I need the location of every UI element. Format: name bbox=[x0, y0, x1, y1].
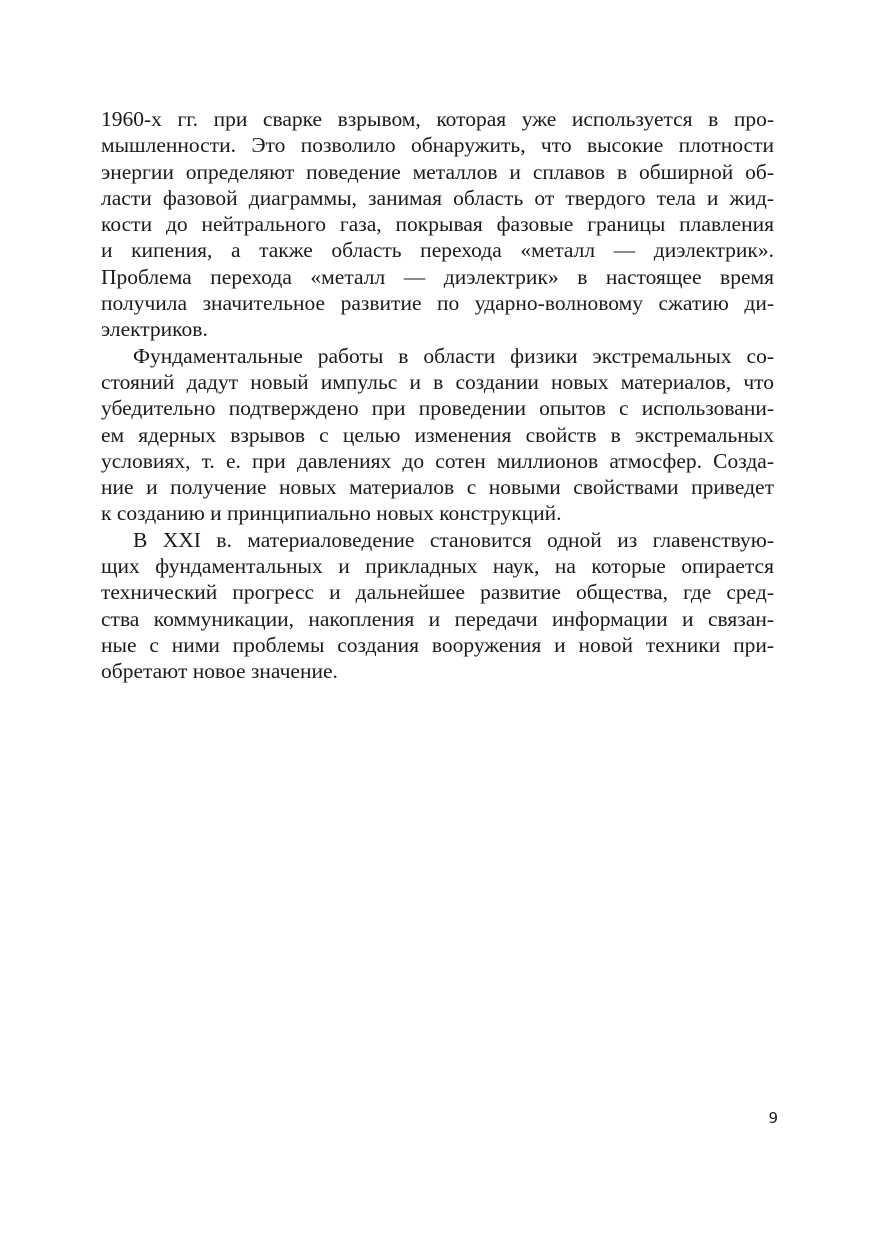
text-line: ства коммуникации, накопления и передачи информации и связан- bbox=[101, 606, 774, 631]
text-line: ние и получение новых материалов с новыми свойствами приведет bbox=[101, 475, 774, 500]
text-line: обретают новое значение. bbox=[101, 659, 338, 684]
text-line: ем ядерных взрывов с целью изменения свойств в экстремальных bbox=[101, 422, 774, 447]
text-line: ласти фазовой диаграммы, занимая область от твердого тела и жид- bbox=[101, 185, 774, 210]
text-line: кости до нейтрального газа, покрывая фазовые границы плавления bbox=[101, 212, 774, 237]
text-line: Проблема перехода «металл — диэлектрик» в настоящее время bbox=[101, 264, 774, 289]
text-line: условиях, т. е. при давлениях до сотен миллионов атмосфер. Созда- bbox=[101, 448, 774, 473]
paragraph-2 bbox=[101, 343, 774, 527]
text-line: к созданию и принципиально новых конструкций. bbox=[101, 501, 562, 526]
body-text bbox=[101, 106, 774, 685]
text-line: ные с ними проблемы создания вооружения и новой техники при- bbox=[101, 632, 774, 657]
text-line: технический прогресс и дальнейшее развитие общества, где сред- bbox=[101, 580, 774, 605]
text-line: Фундаментальные работы в области физики экстремальных со- bbox=[133, 343, 774, 368]
text-line: 1960-х гг. при сварке взрывом, которая уже используется в про- bbox=[101, 107, 774, 131]
paragraph-1 bbox=[101, 106, 774, 343]
text-line: стояний дадут новый импульс и в создании новых материалов, что bbox=[101, 369, 774, 394]
text-line: убедительно подтверждено при проведении опытов с использовани- bbox=[101, 396, 774, 421]
page-number: 9 bbox=[768, 1109, 778, 1127]
text-line: электриков. bbox=[101, 317, 208, 342]
text-line: и кипения, а также область перехода «металл — диэлектрик». bbox=[101, 238, 774, 263]
text-line: В XXI в. материаловедение становится одной из главенствую- bbox=[133, 527, 774, 552]
paragraph-3 bbox=[101, 527, 774, 685]
text-line: энергии определяют поведение металлов и сплавов в обширной об- bbox=[101, 159, 774, 184]
text-line: получила значительное развитие по ударно-волновому сжатию ди- bbox=[101, 291, 774, 316]
text-line: мышленности. Это позволило обнаружить, что высокие плотности bbox=[101, 133, 774, 158]
text-line: щих фундаментальных и прикладных наук, на которые опирается bbox=[101, 554, 774, 579]
